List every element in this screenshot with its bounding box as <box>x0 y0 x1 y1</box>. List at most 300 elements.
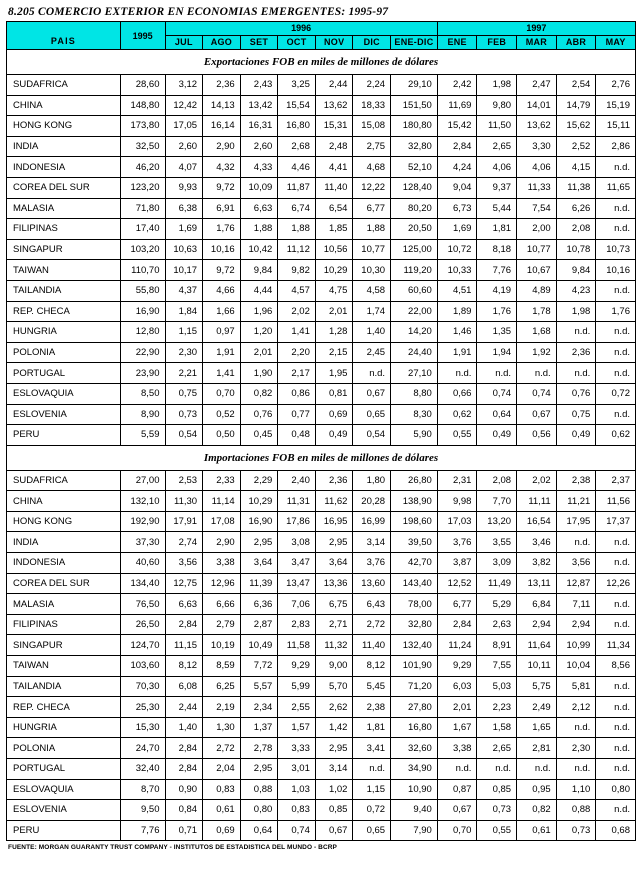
value-cell: 15,31 <box>315 116 353 137</box>
value-cell: 0,54 <box>353 425 391 446</box>
value-cell: 0,69 <box>315 404 353 425</box>
value-cell: 4,32 <box>203 157 241 178</box>
table-row <box>7 280 636 301</box>
value-cell: 10,16 <box>596 260 636 281</box>
value-cell: 4,57 <box>278 280 316 301</box>
value-cell: 0,70 <box>437 820 477 841</box>
value-cell: 2,55 <box>278 697 316 718</box>
value-cell: 9,29 <box>278 656 316 677</box>
value-cell: 3,82 <box>517 553 557 574</box>
value-cell: 2,43 <box>240 75 278 96</box>
table-header <box>7 22 636 50</box>
value-cell: 0,82 <box>517 800 557 821</box>
table-row <box>7 656 636 677</box>
value-cell: 173,80 <box>120 116 165 137</box>
table-body <box>7 50 636 841</box>
value-cell: 2,74 <box>165 532 203 553</box>
value-cell: 2,01 <box>240 342 278 363</box>
value-cell: 0,64 <box>477 404 517 425</box>
value-cell: 13,62 <box>315 95 353 116</box>
value-cell: 11,38 <box>556 177 596 198</box>
country-cell: ESLOVAQUIA <box>7 383 121 404</box>
section-header-row <box>7 50 636 75</box>
value-cell: 5,29 <box>477 594 517 615</box>
value-cell: 2,60 <box>240 136 278 157</box>
value-cell: 11,69 <box>437 95 477 116</box>
country-cell: PORTUGAL <box>7 363 121 384</box>
value-cell: 0,73 <box>165 404 203 425</box>
table-row <box>7 342 636 363</box>
value-cell: 2,83 <box>278 614 316 635</box>
value-cell: 6,63 <box>240 198 278 219</box>
value-cell: 2,21 <box>165 363 203 384</box>
value-cell: 7,90 <box>391 820 438 841</box>
value-cell: 17,03 <box>437 511 477 532</box>
value-cell: 0,81 <box>315 383 353 404</box>
value-cell: 2,65 <box>477 738 517 759</box>
value-cell: 18,33 <box>353 95 391 116</box>
value-cell: 1,40 <box>353 322 391 343</box>
table-row <box>7 779 636 800</box>
value-cell: 2,76 <box>596 75 636 96</box>
value-cell: 6,91 <box>203 198 241 219</box>
value-cell: 2,20 <box>278 342 316 363</box>
value-cell: 128,40 <box>391 177 438 198</box>
value-cell: 3,46 <box>517 532 557 553</box>
value-cell: 10,33 <box>437 260 477 281</box>
value-cell: 2,81 <box>517 738 557 759</box>
value-cell: 1,91 <box>437 342 477 363</box>
value-cell: 2,78 <box>240 738 278 759</box>
table-row <box>7 491 636 512</box>
value-cell: 1,69 <box>165 219 203 240</box>
value-cell: 2,36 <box>315 470 353 491</box>
value-cell: 15,11 <box>596 116 636 137</box>
value-cell: n.d. <box>596 322 636 343</box>
value-cell: 9,93 <box>165 177 203 198</box>
value-cell: 0,62 <box>437 404 477 425</box>
value-cell: 3,38 <box>203 553 241 574</box>
table-row <box>7 239 636 260</box>
value-cell: 2,37 <box>596 470 636 491</box>
value-cell: 0,67 <box>437 800 477 821</box>
country-cell: CHINA <box>7 95 121 116</box>
value-cell: 9,37 <box>477 177 517 198</box>
value-cell: 2,65 <box>477 136 517 157</box>
value-cell: 10,11 <box>517 656 557 677</box>
value-cell: 15,19 <box>596 95 636 116</box>
value-cell: 4,75 <box>315 280 353 301</box>
value-cell: 0,65 <box>353 404 391 425</box>
value-cell: 1,81 <box>353 717 391 738</box>
country-cell: FILIPINAS <box>7 614 121 635</box>
value-cell: 0,83 <box>278 800 316 821</box>
value-cell: 3,09 <box>477 553 517 574</box>
value-cell: 11,64 <box>517 635 557 656</box>
value-cell: 12,26 <box>596 573 636 594</box>
value-cell: 1,30 <box>203 717 241 738</box>
value-cell: 11,31 <box>278 491 316 512</box>
value-cell: 9,72 <box>203 260 241 281</box>
value-cell: 2,54 <box>556 75 596 96</box>
value-cell: 8,12 <box>353 656 391 677</box>
country-cell: SUDAFRICA <box>7 75 121 96</box>
value-cell: 10,29 <box>240 491 278 512</box>
table-row <box>7 717 636 738</box>
value-cell: 4,15 <box>556 157 596 178</box>
value-cell: 2,71 <box>315 614 353 635</box>
value-cell: 10,63 <box>165 239 203 260</box>
table-row <box>7 75 636 96</box>
value-cell: 11,34 <box>596 635 636 656</box>
value-cell: 125,00 <box>391 239 438 260</box>
value-cell: 2,94 <box>556 614 596 635</box>
value-cell: 17,08 <box>203 511 241 532</box>
value-cell: 17,95 <box>556 511 596 532</box>
value-cell: 1,68 <box>517 322 557 343</box>
country-cell: HONG KONG <box>7 511 121 532</box>
value-cell: 6,63 <box>165 594 203 615</box>
value-cell: 4,06 <box>477 157 517 178</box>
value-cell: 0,48 <box>278 425 316 446</box>
country-cell: FILIPINAS <box>7 219 121 240</box>
value-cell: 11,87 <box>278 177 316 198</box>
value-cell: 119,20 <box>391 260 438 281</box>
value-cell: 8,70 <box>120 779 165 800</box>
value-cell: 26,50 <box>120 614 165 635</box>
value-cell: 12,87 <box>556 573 596 594</box>
value-cell: 1,90 <box>240 363 278 384</box>
value-cell: 11,33 <box>517 177 557 198</box>
country-cell: POLONIA <box>7 342 121 363</box>
value-cell: 7,70 <box>477 491 517 512</box>
value-cell: 2,38 <box>353 697 391 718</box>
value-cell: 1,40 <box>165 717 203 738</box>
table-row <box>7 759 636 780</box>
value-cell: 151,50 <box>391 95 438 116</box>
country-cell: ESLOVAQUIA <box>7 779 121 800</box>
value-cell: 198,60 <box>391 511 438 532</box>
value-cell: 3,08 <box>278 532 316 553</box>
value-cell: 11,62 <box>315 491 353 512</box>
value-cell: 1,15 <box>353 779 391 800</box>
table-row <box>7 322 636 343</box>
value-cell: 0,83 <box>203 779 241 800</box>
value-cell: 0,73 <box>477 800 517 821</box>
value-cell: 52,10 <box>391 157 438 178</box>
header-year-1997: 1997 <box>437 22 635 36</box>
value-cell: 11,40 <box>353 635 391 656</box>
value-cell: 2,24 <box>353 75 391 96</box>
section-header-row <box>7 445 636 470</box>
value-cell: 8,12 <box>165 656 203 677</box>
value-cell: 3,47 <box>278 553 316 574</box>
value-cell: 10,67 <box>517 260 557 281</box>
table-row <box>7 532 636 553</box>
value-cell: 20,50 <box>391 219 438 240</box>
value-cell: 37,30 <box>120 532 165 553</box>
value-cell: 2,01 <box>315 301 353 322</box>
value-cell: 103,20 <box>120 239 165 260</box>
value-cell: 7,11 <box>556 594 596 615</box>
value-cell: 15,42 <box>437 116 477 137</box>
value-cell: 3,14 <box>353 532 391 553</box>
value-cell: n.d. <box>596 594 636 615</box>
value-cell: 11,56 <box>596 491 636 512</box>
value-cell: 1,98 <box>477 75 517 96</box>
value-cell: 2,53 <box>165 470 203 491</box>
value-cell: 0,73 <box>556 820 596 841</box>
value-cell: 2,44 <box>315 75 353 96</box>
value-cell: 11,32 <box>315 635 353 656</box>
value-cell: 6,77 <box>353 198 391 219</box>
header-month-ene-1997: ENE <box>437 36 477 50</box>
value-cell: 16,54 <box>517 511 557 532</box>
value-cell: 1,98 <box>556 301 596 322</box>
value-cell: 5,45 <box>353 676 391 697</box>
value-cell: 6,66 <box>203 594 241 615</box>
value-cell: 12,80 <box>120 322 165 343</box>
value-cell: 3,76 <box>437 532 477 553</box>
value-cell: 2,17 <box>278 363 316 384</box>
value-cell: 0,61 <box>203 800 241 821</box>
value-cell: 1,35 <box>477 322 517 343</box>
value-cell: 7,54 <box>517 198 557 219</box>
value-cell: 10,90 <box>391 779 438 800</box>
value-cell: 0,74 <box>477 383 517 404</box>
value-cell: 0,68 <box>596 820 636 841</box>
table-row <box>7 553 636 574</box>
value-cell: 2,95 <box>240 532 278 553</box>
value-cell: 1,88 <box>353 219 391 240</box>
value-cell: 2,48 <box>315 136 353 157</box>
value-cell: 3,12 <box>165 75 203 96</box>
header-month-ago-1996: AGO <box>203 36 241 50</box>
value-cell: 148,80 <box>120 95 165 116</box>
value-cell: 12,42 <box>165 95 203 116</box>
value-cell: 1,37 <box>240 717 278 738</box>
value-cell: 103,60 <box>120 656 165 677</box>
value-cell: 10,77 <box>517 239 557 260</box>
value-cell: 1,41 <box>278 322 316 343</box>
value-cell: n.d. <box>353 759 391 780</box>
country-cell: PERU <box>7 820 121 841</box>
table-row <box>7 136 636 157</box>
value-cell: n.d. <box>556 322 596 343</box>
value-cell: 24,70 <box>120 738 165 759</box>
value-cell: 15,30 <box>120 717 165 738</box>
country-cell: MALASIA <box>7 594 121 615</box>
value-cell: 0,88 <box>556 800 596 821</box>
value-cell: 2,68 <box>278 136 316 157</box>
value-cell: 2,86 <box>596 136 636 157</box>
value-cell: n.d. <box>477 363 517 384</box>
value-cell: 0,95 <box>517 779 557 800</box>
value-cell: 2,29 <box>240 470 278 491</box>
value-cell: 32,80 <box>391 614 438 635</box>
value-cell: 12,22 <box>353 177 391 198</box>
value-cell: 2,36 <box>203 75 241 96</box>
value-cell: 0,67 <box>315 820 353 841</box>
value-cell: 12,75 <box>165 573 203 594</box>
table-row <box>7 116 636 137</box>
value-cell: 0,75 <box>165 383 203 404</box>
country-cell: ESLOVENIA <box>7 800 121 821</box>
value-cell: 0,85 <box>315 800 353 821</box>
value-cell: 4,66 <box>203 280 241 301</box>
value-cell: 0,76 <box>240 404 278 425</box>
value-cell: 17,40 <box>120 219 165 240</box>
value-cell: 3,56 <box>556 553 596 574</box>
value-cell: 3,25 <box>278 75 316 96</box>
value-cell: 110,70 <box>120 260 165 281</box>
value-cell: 16,31 <box>240 116 278 137</box>
value-cell: 2,60 <box>165 136 203 157</box>
value-cell: 6,38 <box>165 198 203 219</box>
value-cell: 9,98 <box>437 491 477 512</box>
country-cell: COREA DEL SUR <box>7 177 121 198</box>
country-cell: REP. CHECA <box>7 301 121 322</box>
value-cell: 5,57 <box>240 676 278 697</box>
value-cell: 132,10 <box>120 491 165 512</box>
value-cell: 2,31 <box>437 470 477 491</box>
value-cell: 11,50 <box>477 116 517 137</box>
value-cell: 12,52 <box>437 573 477 594</box>
value-cell: 1,76 <box>203 219 241 240</box>
value-cell: 9,84 <box>556 260 596 281</box>
value-cell: 13,42 <box>240 95 278 116</box>
value-cell: 1,02 <box>315 779 353 800</box>
country-cell: INDONESIA <box>7 553 121 574</box>
value-cell: 11,58 <box>278 635 316 656</box>
value-cell: n.d. <box>596 219 636 240</box>
table-row <box>7 363 636 384</box>
value-cell: 0,90 <box>165 779 203 800</box>
value-cell: 11,14 <box>203 491 241 512</box>
value-cell: 11,24 <box>437 635 477 656</box>
value-cell: 0,75 <box>556 404 596 425</box>
value-cell: 0,72 <box>353 800 391 821</box>
value-cell: 9,40 <box>391 800 438 821</box>
value-cell: 11,11 <box>517 491 557 512</box>
value-cell: 60,60 <box>391 280 438 301</box>
value-cell: 3,33 <box>278 738 316 759</box>
table-row <box>7 697 636 718</box>
value-cell: 2,45 <box>353 342 391 363</box>
value-cell: 10,56 <box>315 239 353 260</box>
value-cell: 0,67 <box>353 383 391 404</box>
value-cell: 4,89 <box>517 280 557 301</box>
value-cell: 15,08 <box>353 116 391 137</box>
value-cell: 16,90 <box>120 301 165 322</box>
value-cell: 2,47 <box>517 75 557 96</box>
value-cell: 4,41 <box>315 157 353 178</box>
value-cell: n.d. <box>596 614 636 635</box>
value-cell: 11,39 <box>240 573 278 594</box>
value-cell: 3,64 <box>315 553 353 574</box>
value-cell: 4,19 <box>477 280 517 301</box>
value-cell: 0,84 <box>165 800 203 821</box>
value-cell: 5,70 <box>315 676 353 697</box>
value-cell: 1,88 <box>278 219 316 240</box>
table-row <box>7 511 636 532</box>
value-cell: 6,36 <box>240 594 278 615</box>
value-cell: 6,77 <box>437 594 477 615</box>
value-cell: 14,20 <box>391 322 438 343</box>
table-row <box>7 614 636 635</box>
value-cell: n.d. <box>556 759 596 780</box>
value-cell: 124,70 <box>120 635 165 656</box>
value-cell: 4,06 <box>517 157 557 178</box>
value-cell: 0,52 <box>203 404 241 425</box>
value-cell: n.d. <box>596 342 636 363</box>
value-cell: 10,42 <box>240 239 278 260</box>
table-row <box>7 820 636 841</box>
value-cell: 76,50 <box>120 594 165 615</box>
section-title: Importaciones FOB en miles de millones de dólares <box>7 445 636 470</box>
section-title: Exportaciones FOB en miles de millones de dólares <box>7 50 636 75</box>
value-cell: 8,18 <box>477 239 517 260</box>
table-row <box>7 383 636 404</box>
table-row <box>7 573 636 594</box>
country-cell: CHINA <box>7 491 121 512</box>
value-cell: 1,10 <box>556 779 596 800</box>
value-cell: 13,60 <box>353 573 391 594</box>
country-cell: PORTUGAL <box>7 759 121 780</box>
value-cell: 6,75 <box>315 594 353 615</box>
header-month-mar-1997: MAR <box>517 36 557 50</box>
table-row <box>7 594 636 615</box>
value-cell: 29,10 <box>391 75 438 96</box>
value-cell: 2,72 <box>353 614 391 635</box>
table-row <box>7 800 636 821</box>
value-cell: 11,65 <box>596 177 636 198</box>
value-cell: 1,28 <box>315 322 353 343</box>
value-cell: 10,19 <box>203 635 241 656</box>
value-cell: 2,49 <box>517 697 557 718</box>
value-cell: 32,50 <box>120 136 165 157</box>
value-cell: 1,69 <box>437 219 477 240</box>
value-cell: 27,80 <box>391 697 438 718</box>
value-cell: 4,51 <box>437 280 477 301</box>
value-cell: 0,62 <box>596 425 636 446</box>
value-cell: 2,44 <box>165 697 203 718</box>
value-cell: 10,73 <box>596 239 636 260</box>
value-cell: 11,12 <box>278 239 316 260</box>
value-cell: 4,24 <box>437 157 477 178</box>
value-cell: 0,74 <box>278 820 316 841</box>
value-cell: 9,72 <box>203 177 241 198</box>
value-cell: 15,62 <box>556 116 596 137</box>
country-cell: REP. CHECA <box>7 697 121 718</box>
value-cell: 8,91 <box>477 635 517 656</box>
value-cell: 0,67 <box>517 404 557 425</box>
value-cell: 6,25 <box>203 676 241 697</box>
value-cell: 6,03 <box>437 676 477 697</box>
value-cell: 4,58 <box>353 280 391 301</box>
value-cell: 2,84 <box>437 614 477 635</box>
value-cell: 1,58 <box>477 717 517 738</box>
value-cell: 3,55 <box>477 532 517 553</box>
value-cell: 17,91 <box>165 511 203 532</box>
value-cell: 1,88 <box>240 219 278 240</box>
value-cell: 1,84 <box>165 301 203 322</box>
value-cell: 10,99 <box>556 635 596 656</box>
value-cell: 11,40 <box>315 177 353 198</box>
value-cell: 10,09 <box>240 177 278 198</box>
value-cell: 39,50 <box>391 532 438 553</box>
value-cell: 17,37 <box>596 511 636 532</box>
